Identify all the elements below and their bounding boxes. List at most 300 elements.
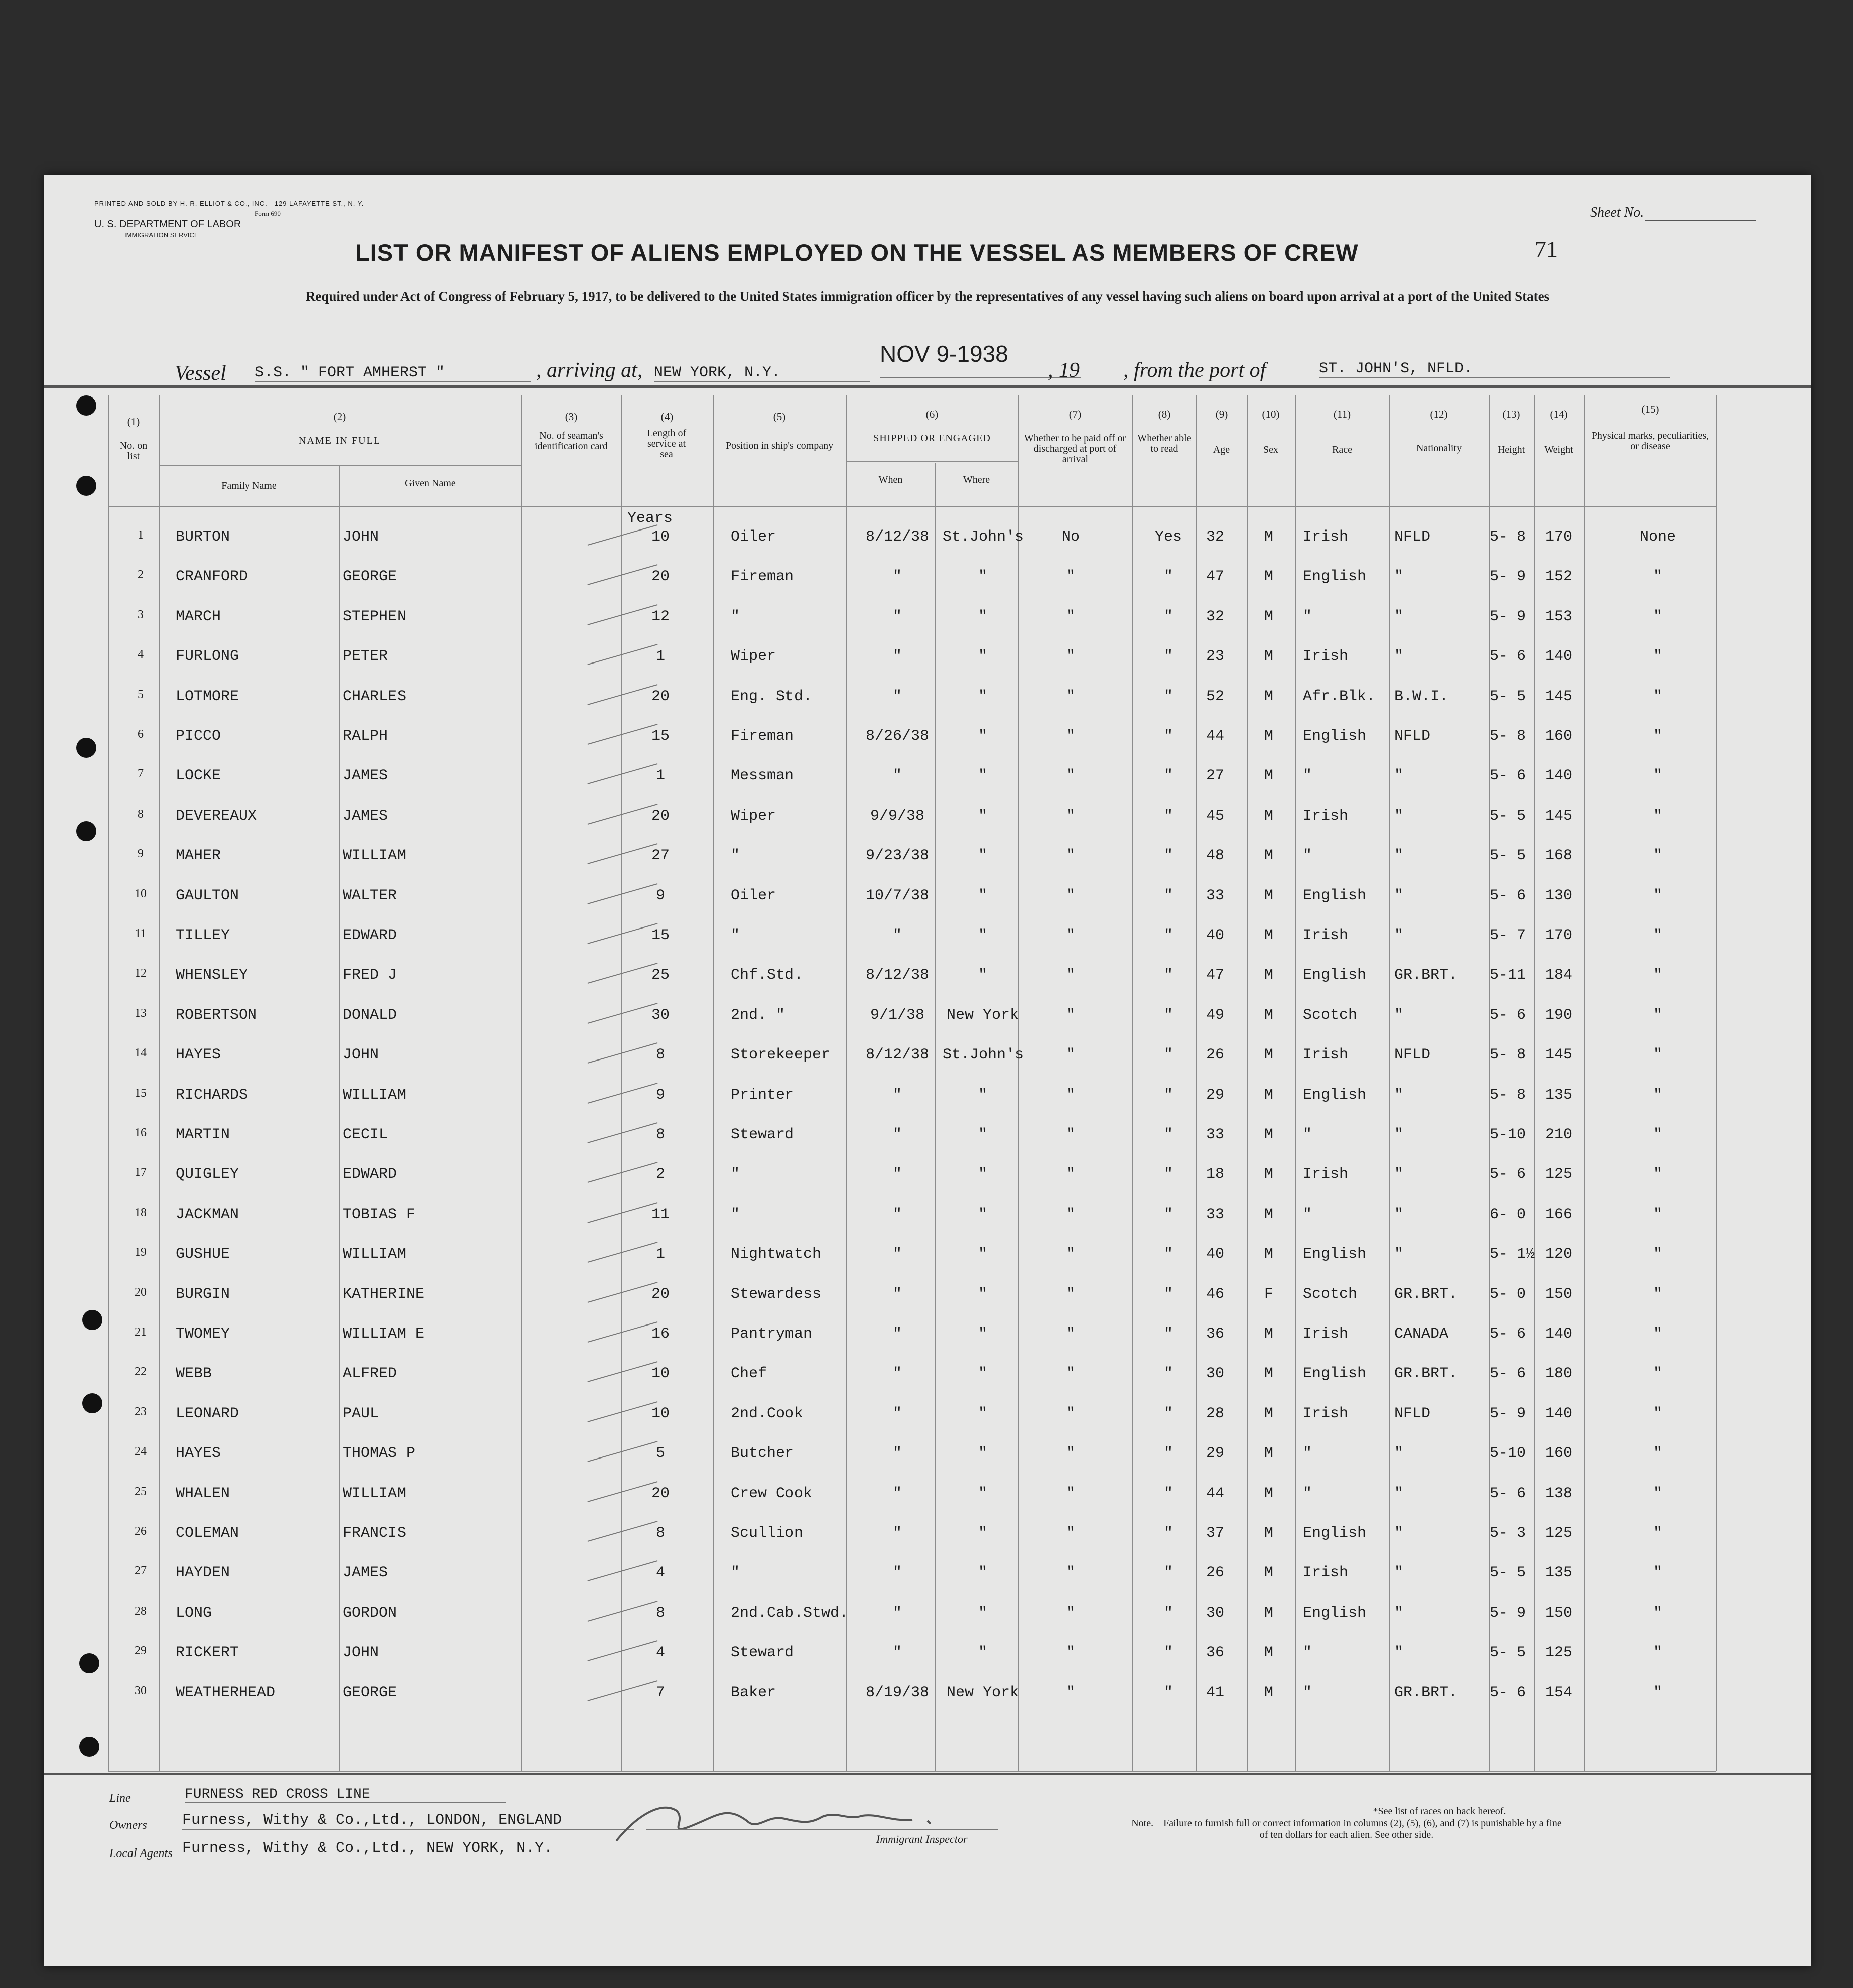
row-number: 18: [135, 1206, 147, 1219]
position: ": [731, 927, 740, 944]
shipped-when: 9/23/38: [865, 847, 930, 865]
row-number: 10: [135, 887, 147, 900]
hdr-where: Where: [963, 474, 990, 485]
crew-row: [44, 1405, 1811, 1444]
physical-marks: ": [1653, 1326, 1662, 1343]
able-to-read: ": [1163, 608, 1173, 625]
punch-hole: [76, 395, 96, 416]
row-number: 19: [135, 1246, 147, 1259]
nationality: ": [1394, 1006, 1404, 1024]
able-to-read: ": [1163, 887, 1173, 904]
physical-marks: ": [1653, 1564, 1662, 1582]
service-years: 27: [651, 847, 670, 865]
weight: 138: [1545, 1485, 1572, 1502]
shipped-when: ": [892, 1405, 902, 1422]
paid-off: ": [1066, 1405, 1075, 1422]
service-years: 20: [651, 807, 670, 825]
able-to-read: ": [1163, 1485, 1173, 1502]
crew-row: [44, 1445, 1811, 1484]
nationality: ": [1394, 847, 1404, 865]
weight: 170: [1545, 927, 1572, 944]
shipped-where: ": [978, 1564, 987, 1582]
vessel-label: Vessel: [175, 362, 226, 385]
position: Fireman: [731, 568, 795, 586]
paid-off: ": [1066, 1206, 1075, 1223]
height: 5- 9: [1490, 1405, 1526, 1422]
family-name: LOTMORE: [176, 688, 239, 705]
family-name: MARCH: [176, 608, 221, 625]
shipped-when: 9/9/38: [870, 807, 925, 825]
row-number: 16: [135, 1126, 147, 1139]
race: ": [1303, 1684, 1312, 1701]
form-title: LIST OR MANIFEST OF ALIENS EMPLOYED ON THE VESSEL AS MEMBERS OF CREW: [355, 239, 1359, 266]
service-years: 20: [651, 1485, 670, 1502]
service-years: 12: [651, 608, 670, 625]
shipped-where: ": [978, 1206, 987, 1223]
position: Butcher: [731, 1445, 795, 1463]
shipped-when: ": [892, 1285, 902, 1303]
nationality: ": [1394, 1485, 1404, 1502]
crew-row: [44, 1684, 1811, 1724]
given-name: EDWARD: [343, 927, 398, 944]
able-to-read: ": [1163, 767, 1173, 785]
punch-hole: [76, 476, 96, 496]
hdr-seaman-card: No. of seaman's identification card: [534, 430, 608, 452]
hdr-family-name: Family Name: [221, 480, 277, 491]
shipped-when: ": [892, 1206, 902, 1223]
family-name: TILLEY: [176, 927, 230, 944]
height: 5- 9: [1490, 568, 1526, 586]
given-name: WILLIAM E: [343, 1326, 425, 1343]
race: ": [1303, 1485, 1312, 1502]
race: English: [1303, 967, 1367, 984]
hdr-weight: Weight: [1544, 444, 1573, 455]
weight: 154: [1545, 1684, 1572, 1701]
crew-row: [44, 847, 1811, 886]
able-to-read: ": [1163, 1006, 1173, 1024]
penalty-note: Note.—Failure to furnish full or correct information in columns (2), (5), (6), and (7) is punishable by a fine of ten dollars for each alien. See other side.: [1131, 1818, 1562, 1840]
age: 36: [1206, 1644, 1224, 1662]
agents-value: Furness, Withy & Co.,Ltd., NEW YORK, N.Y.: [182, 1840, 553, 1857]
sex: M: [1264, 568, 1273, 586]
position: Pantryman: [731, 1326, 813, 1343]
race: English: [1303, 1365, 1367, 1383]
family-name: LEONARD: [176, 1405, 239, 1422]
able-to-read: ": [1163, 728, 1173, 745]
crew-row: [44, 1485, 1811, 1524]
family-name: BURGIN: [176, 1285, 230, 1303]
shipped-where: ": [978, 1326, 987, 1343]
crew-row: [44, 1605, 1811, 1644]
physical-marks: ": [1653, 1604, 1662, 1622]
position: Scullion: [731, 1525, 804, 1542]
able-to-read: ": [1163, 1326, 1173, 1343]
weight: 135: [1545, 1564, 1572, 1582]
sex: M: [1264, 927, 1273, 944]
given-name: RALPH: [343, 728, 388, 745]
position: ": [731, 1564, 740, 1582]
shipped-when: 8/26/38: [865, 728, 930, 745]
physical-marks: ": [1653, 608, 1662, 625]
able-to-read: ": [1163, 568, 1173, 586]
weight: 145: [1545, 1046, 1572, 1064]
crew-row: [44, 1365, 1811, 1404]
shipped-where: ": [978, 1285, 987, 1303]
position: Storekeeper: [731, 1046, 831, 1064]
service-years: 8: [655, 1046, 665, 1064]
nationality: GR.BRT.: [1394, 1285, 1458, 1303]
race: Irish: [1303, 528, 1349, 546]
age: 44: [1206, 728, 1224, 745]
colnum-8: (8): [1158, 408, 1171, 420]
sex: M: [1264, 767, 1273, 785]
shipped-where: ": [978, 1365, 987, 1383]
row-number: 26: [135, 1525, 147, 1538]
height: 5- 6: [1490, 767, 1526, 785]
form-number: Form 690: [255, 210, 281, 217]
physical-marks: ": [1653, 688, 1662, 705]
position: ": [731, 1206, 740, 1223]
nationality: B.W.I.: [1394, 688, 1449, 705]
nationality: ": [1394, 1604, 1404, 1622]
row-number: 17: [135, 1166, 147, 1179]
paid-off: ": [1066, 568, 1075, 586]
shipped-where: ": [978, 807, 987, 825]
physical-marks: ": [1653, 568, 1662, 586]
family-name: LONG: [176, 1604, 212, 1622]
able-to-read: ": [1163, 1445, 1173, 1463]
shipped-when: ": [892, 1086, 902, 1104]
hdr-position: Position in ship's company: [725, 440, 834, 451]
weight: 145: [1545, 688, 1572, 705]
given-name: KATHERINE: [343, 1285, 425, 1303]
position: Fireman: [731, 728, 795, 745]
height: 5- 8: [1490, 1046, 1526, 1064]
paid-off: ": [1066, 1525, 1075, 1542]
race: English: [1303, 568, 1367, 586]
colnum-2: (2): [333, 411, 346, 423]
paid-off: ": [1066, 728, 1075, 745]
family-name: RICHARDS: [176, 1086, 248, 1104]
service-years: 4: [655, 1644, 665, 1662]
height: 5- 6: [1490, 887, 1526, 904]
position: Chf.Std.: [731, 967, 804, 984]
shipped-when: ": [892, 767, 902, 785]
hdr-no-on-list: No. on list: [119, 440, 148, 462]
given-name: JOHN: [343, 1046, 379, 1064]
position: Wiper: [731, 807, 776, 825]
service-years: 30: [651, 1006, 670, 1024]
weight: 152: [1545, 568, 1572, 586]
paid-off: ": [1066, 1564, 1075, 1582]
given-name: JAMES: [343, 767, 388, 785]
family-name: QUIGLEY: [176, 1166, 239, 1183]
hdr-length-service: Length of service at sea: [646, 428, 687, 460]
paid-off: ": [1066, 1166, 1075, 1183]
weight: 140: [1545, 648, 1572, 666]
family-name: DEVEREAUX: [176, 807, 257, 825]
colnum-10: (10): [1262, 408, 1280, 420]
sex: M: [1264, 1246, 1273, 1263]
sex: M: [1264, 1365, 1273, 1383]
row-number: 11: [135, 927, 147, 940]
weight: 168: [1545, 847, 1572, 865]
position: Steward: [731, 1126, 795, 1143]
sex: M: [1264, 1126, 1273, 1143]
service-years: 5: [655, 1445, 665, 1463]
paid-off: ": [1066, 1365, 1075, 1383]
weight: 166: [1545, 1206, 1572, 1223]
family-name: TWOMEY: [176, 1326, 230, 1343]
sex: M: [1264, 1445, 1273, 1463]
paid-off: ": [1066, 927, 1075, 944]
arriving-label: , arriving at,: [536, 359, 643, 382]
paid-off: ": [1066, 807, 1075, 825]
service-years: 20: [651, 568, 670, 586]
sex: M: [1264, 1006, 1273, 1024]
crew-row: [44, 568, 1811, 607]
arriving-port: NEW YORK, N.Y.: [654, 364, 870, 382]
shipped-when: 8/19/38: [865, 1684, 930, 1701]
weight: 160: [1545, 1445, 1572, 1463]
family-name: HAYES: [176, 1046, 221, 1064]
shipped-where: New York: [946, 1006, 1019, 1024]
crew-row: [44, 967, 1811, 1006]
given-name: CECIL: [343, 1126, 388, 1143]
physical-marks: ": [1653, 967, 1662, 984]
age: 40: [1206, 1246, 1224, 1263]
sex: M: [1264, 1684, 1273, 1701]
given-name: EDWARD: [343, 1166, 398, 1183]
given-name: WILLIAM: [343, 1246, 407, 1263]
row-number: 9: [138, 847, 144, 861]
position: ": [731, 608, 740, 625]
shipped-where: ": [978, 1166, 987, 1183]
able-to-read: ": [1163, 1166, 1173, 1183]
service-years: 10: [651, 528, 670, 546]
manifest-sheet: [44, 175, 1811, 1966]
shipped-when: ": [892, 927, 902, 944]
colnum-11: (11): [1333, 408, 1351, 420]
given-name: STEPHEN: [343, 608, 407, 625]
shipped-when: 8/12/38: [865, 528, 930, 546]
colnum-7: (7): [1069, 408, 1082, 420]
shipped-where: ": [978, 767, 987, 785]
shipped-where: ": [978, 608, 987, 625]
physical-marks: ": [1653, 1525, 1662, 1542]
shipped-where: ": [978, 728, 987, 745]
hdr-given-name: Given Name: [405, 478, 456, 489]
position: ": [731, 847, 740, 865]
header-bottom-rule: [108, 506, 1716, 507]
physical-marks: ": [1653, 1684, 1662, 1701]
paid-off: ": [1066, 847, 1075, 865]
nationality: ": [1394, 1086, 1404, 1104]
physical-marks: ": [1653, 728, 1662, 745]
weight: 150: [1545, 1604, 1572, 1622]
sex: M: [1264, 688, 1273, 705]
colnum-13: (13): [1502, 408, 1520, 420]
shipped-where: ": [978, 887, 987, 904]
weight: 140: [1545, 1405, 1572, 1422]
service-years: 7: [655, 1684, 665, 1701]
race: Irish: [1303, 927, 1349, 944]
age: 48: [1206, 847, 1224, 865]
race: English: [1303, 1604, 1367, 1622]
hdr-shipped: SHIPPED OR ENGAGED: [873, 433, 991, 444]
weight: 190: [1545, 1006, 1572, 1024]
race: Irish: [1303, 807, 1349, 825]
paid-off: ": [1066, 648, 1075, 666]
position: Printer: [731, 1086, 795, 1104]
shipped-when: 8/12/38: [865, 967, 930, 984]
service-years: 1: [655, 1246, 665, 1263]
sex: M: [1264, 1525, 1273, 1542]
sex: M: [1264, 1405, 1273, 1422]
paid-off: ": [1066, 767, 1075, 785]
height: 5- 6: [1490, 648, 1526, 666]
crew-row: [44, 887, 1811, 926]
nationality: ": [1394, 608, 1404, 625]
height: 5- 5: [1490, 1564, 1526, 1582]
age: 29: [1206, 1086, 1224, 1104]
family-name: JACKMAN: [176, 1206, 239, 1223]
given-name: CHARLES: [343, 688, 407, 705]
given-name: JAMES: [343, 807, 388, 825]
shipped-when: ": [892, 1604, 902, 1622]
weight: 150: [1545, 1285, 1572, 1303]
race: Afr.Blk.: [1303, 688, 1376, 705]
service-name: IMMIGRATION SERVICE: [124, 231, 199, 239]
given-name: GEORGE: [343, 1684, 398, 1701]
able-to-read: ": [1163, 807, 1173, 825]
hdr-able-read: Whether able to read: [1137, 433, 1192, 454]
crew-row: [44, 1564, 1811, 1604]
height: 5- 0: [1490, 1285, 1526, 1303]
hdr-name-in-full: NAME IN FULL: [299, 435, 381, 446]
sex: M: [1264, 1086, 1273, 1104]
shipped-where: ": [978, 967, 987, 984]
race: ": [1303, 1445, 1312, 1463]
physical-marks: ": [1653, 1485, 1662, 1502]
age: 47: [1206, 568, 1224, 586]
row-number: 6: [138, 728, 144, 741]
footer-rule: [44, 1773, 1811, 1775]
position: Steward: [731, 1644, 795, 1662]
weight: 130: [1545, 887, 1572, 904]
department-block: [94, 219, 241, 241]
subtitle: Required under Act of Congress of February 5, 1917, to be delivered to the United States immigration officer by the representatives of any vessel having such aliens on board upon arrival at a port of the United States: [305, 289, 1550, 304]
height: 5- 6: [1490, 1684, 1526, 1701]
nationality: ": [1394, 807, 1404, 825]
physical-marks: ": [1653, 1126, 1662, 1143]
given-name: TOBIAS F: [343, 1206, 416, 1223]
able-to-read: ": [1163, 967, 1173, 984]
crew-row: [44, 1087, 1811, 1126]
given-name: GORDON: [343, 1604, 398, 1622]
family-name: LOCKE: [176, 767, 221, 785]
physical-marks: ": [1653, 767, 1662, 785]
given-name: DONALD: [343, 1006, 398, 1024]
date-stamp: NOV 9-1938: [880, 341, 1008, 367]
shipped-where: ": [978, 1445, 987, 1463]
family-name: PICCO: [176, 728, 221, 745]
able-to-read: ": [1163, 648, 1173, 666]
row-number: 30: [135, 1684, 147, 1697]
owners-label: Owners: [109, 1819, 147, 1832]
nationality: ": [1394, 1525, 1404, 1542]
nationality: ": [1394, 767, 1404, 785]
position: ": [731, 1166, 740, 1183]
weight: 125: [1545, 1644, 1572, 1662]
able-to-read: Yes: [1154, 528, 1182, 546]
given-name: WILLIAM: [343, 1485, 407, 1502]
row-number: 21: [135, 1326, 147, 1339]
physical-marks: ": [1653, 1445, 1662, 1463]
races-note: *See list of races on back hereof.: [1373, 1806, 1506, 1817]
age: 32: [1206, 528, 1224, 546]
age: 46: [1206, 1285, 1224, 1303]
position: 2nd.Cab.Stwd.: [731, 1604, 849, 1622]
crew-row: [44, 927, 1811, 966]
paid-off: ": [1066, 1246, 1075, 1263]
crew-row: [44, 767, 1811, 807]
given-name: JOHN: [343, 528, 379, 546]
given-name: FRANCIS: [343, 1525, 407, 1542]
sex: M: [1264, 967, 1273, 984]
nationality: NFLD: [1394, 1046, 1431, 1064]
name-subrule: [159, 465, 521, 466]
age: 44: [1206, 1485, 1224, 1502]
shipped-where: ": [978, 847, 987, 865]
service-years: 15: [651, 927, 670, 944]
able-to-read: ": [1163, 847, 1173, 865]
family-name: GAULTON: [176, 887, 239, 904]
row-number: 20: [135, 1285, 147, 1299]
race: ": [1303, 1644, 1312, 1662]
nationality: ": [1394, 1564, 1404, 1582]
given-name: THOMAS P: [343, 1445, 416, 1463]
sex: M: [1264, 887, 1273, 904]
line-value: FURNESS RED CROSS LINE: [185, 1787, 506, 1803]
paid-off: ": [1066, 1126, 1075, 1143]
physical-marks: ": [1653, 1365, 1662, 1383]
hdr-nationality: Nationality: [1416, 443, 1462, 454]
physical-marks: ": [1653, 1086, 1662, 1104]
physical-marks: ": [1653, 887, 1662, 904]
sex: M: [1264, 1046, 1273, 1064]
age: 23: [1206, 648, 1224, 666]
age: 33: [1206, 1206, 1224, 1223]
shipped-when: ": [892, 1365, 902, 1383]
physical-marks: ": [1653, 648, 1662, 666]
given-name: WILLIAM: [343, 1086, 407, 1104]
height: 5- 6: [1490, 1485, 1526, 1502]
position: Oiler: [731, 528, 776, 546]
shipped-where: St.John's: [943, 1046, 1024, 1064]
sheet-no-line: [1645, 220, 1756, 221]
nationality: NFLD: [1394, 1405, 1431, 1422]
race: English: [1303, 1246, 1367, 1263]
service-years: 9: [655, 1086, 665, 1104]
sex: M: [1264, 807, 1273, 825]
physical-marks: ": [1653, 1246, 1662, 1263]
paid-off: ": [1066, 1006, 1075, 1024]
physical-marks: ": [1653, 927, 1662, 944]
able-to-read: ": [1163, 688, 1173, 705]
height: 5- 6: [1490, 1365, 1526, 1383]
race: ": [1303, 1126, 1312, 1143]
